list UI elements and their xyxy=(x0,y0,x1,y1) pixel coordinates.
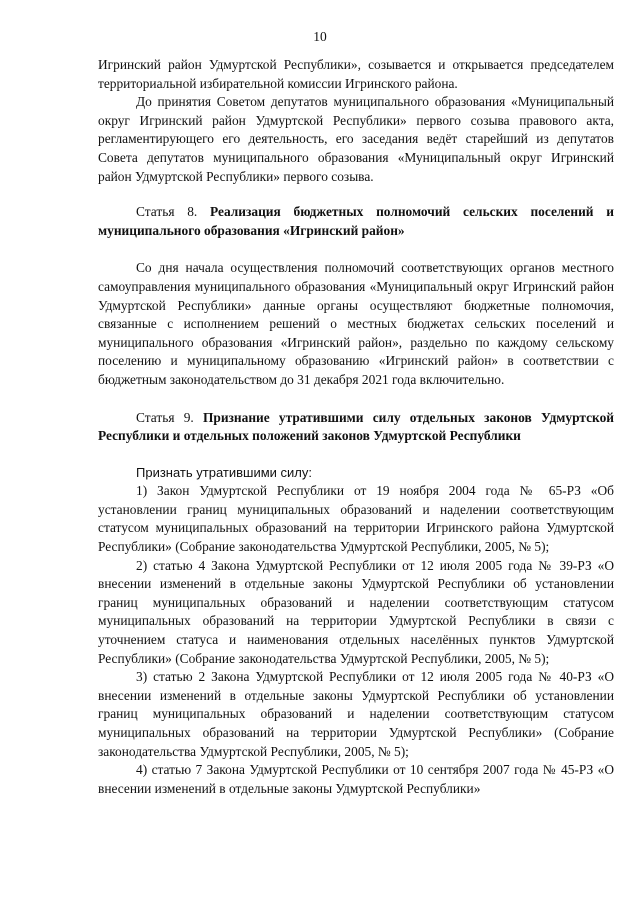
article-9-item-3: 3) статью 2 Закона Удмуртской Республики от 12 июля 2005 года № 40-РЗ «О внесении изменений в отдельные законы Удмуртской Республики об установлении границ муниципальных образований и наделении соответствующим статусом муниципальных образований на территории Удмуртской Республики» (Собрание законодательства Удмуртской Республики, 2005, № 5); xyxy=(98,669,614,759)
paragraph-council-session: До принятия Советом депутатов муниципального образования «Муниципальный округ Игринский район Удмуртской Республики» первого созыва правового акта, регламентирующего его деятельность, его заседания ведёт старейший из депутатов Совета депутатов муниципального образования «Муниципальный округ Игринский район Удмуртской Республики» первого созыва. xyxy=(98,94,614,184)
article-9-item-2: 2) статью 4 Закона Удмуртской Республики от 12 июля 2005 года № 39-РЗ «О внесении изменений в отдельные законы Удмуртской Республики об установлении границ муниципальных образований и наделении соответствующим статусом муниципальных образований на территории Удмуртской Республики в связи с уточнением статуса и наименования отдельных населённых пунктов Удмуртской Республики» (Собрание законодательства Удмуртской Республики, 2005, № 5); xyxy=(98,557,614,666)
article-8-title: Реализация бюджетных полномочий сельских поселений и муниципального образования «Игринский район» xyxy=(98,204,614,238)
article-9-item-1: 1) Закон Удмуртской Республики от 19 ноября 2004 года № 65-РЗ «Об установлении границ муниципальных образований и наделении соответствующим статусом муниципальных образований на территории Игринского района Удмуртской Республики» (Собрание законодательства Удмуртской Республики, 2005, № 5); xyxy=(98,483,614,555)
document-body xyxy=(98,56,614,798)
article-9-item-4: 4) статью 7 Закона Удмуртской Республики от 10 сентября 2007 года № 45-РЗ «О внесении изменений в отдельные законы Удмуртской Республики» xyxy=(98,762,614,796)
article-9-intro: Признать утратившими силу: xyxy=(136,464,312,480)
article-9-heading xyxy=(98,409,614,446)
article-8-heading xyxy=(98,203,614,240)
article-8-body: Со дня начала осуществления полномочий соответствующих органов местного самоуправления муниципального образования «Муниципальный округ Игринский район Удмуртской Республики» данные органы осуществляют бюджетные полномочия, связанные с исполнением решений о местных бюджетах сельских поселений и муниципального образования «Игринский район», раздельно по каждому сельскому поселению и муниципальному образованию «Игринский район» в соответствии с бюджетным законодательством до 31 декабря 2021 года включительно. xyxy=(98,260,614,387)
article-9-prefix: Статья 9. xyxy=(136,409,203,425)
paragraph-continuation: Игринский район Удмуртской Республики», созывается и открывается председателем территориальной избирательной комиссии Игринского района. xyxy=(98,57,614,91)
article-9-title: Признание утратившими силу отдельных законов Удмуртской Республики и отдельных положений законов Удмуртской Республики xyxy=(98,409,614,444)
article-8-prefix: Статья 8. xyxy=(136,204,211,220)
page-number: 10 xyxy=(313,29,327,44)
